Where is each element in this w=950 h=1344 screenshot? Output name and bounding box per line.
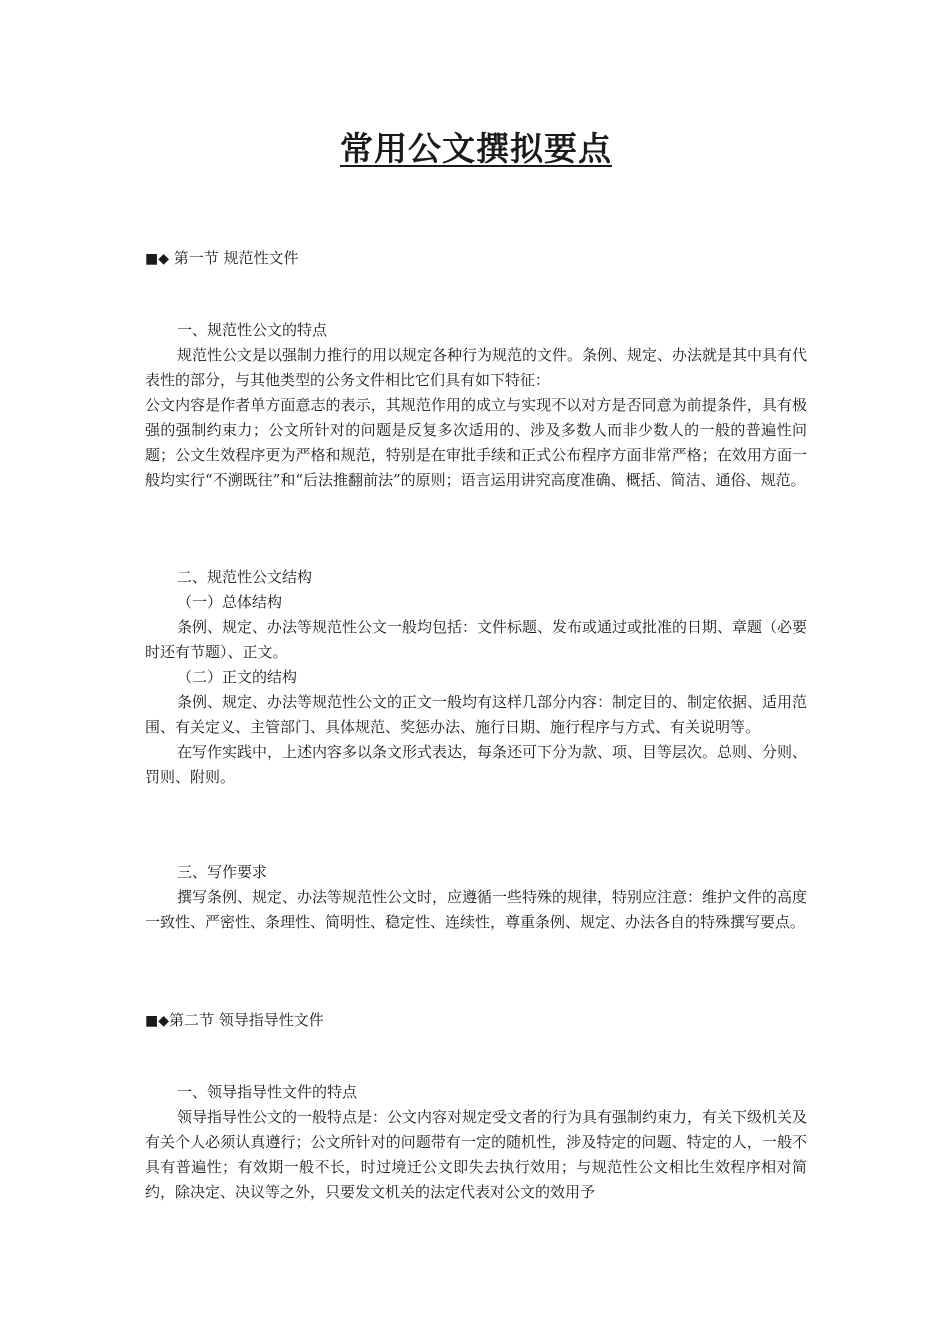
section-heading-2	[145, 1010, 324, 1031]
subsection-heading: 二、规范性公文结构	[177, 568, 313, 586]
section-heading-1	[145, 248, 299, 269]
subsection-heading: 一、规范性公文的特点	[177, 321, 328, 339]
document-title: 常用公文撰拟要点	[340, 129, 612, 168]
paragraph: 领导指导性公文的一般特点是：公文内容对规定受文者的行为具有强制约束力，有关下级机关及有关个人必须认真遵行；公文所针对的问题带有一定的随机性，涉及特定的问题、特定的人，一般不具有普遍性；有效期一般不长，时过境迁公文即失去执行效用；与规范性公文相比生效程序相对简约，除决定、决议等之外，只要发文机关的法定代表对公文的效用予	[145, 1108, 808, 1201]
subsection-heading: 三、写作要求	[177, 863, 268, 881]
bullet-marks: ■◆	[145, 1013, 169, 1029]
paragraph: 公文内容是作者单方面意志的表示，其规范作用的成立与实现不以对方是否同意为前提条件，具有极强的强制约束力；公文所针对的问题是反复多次适用的、涉及多数人而非少数人的一般的普遍性问题；公文生效程序更为严格和规范，特别是在审批手续和正式公布程序方面非常严格；在效用方面一般均实行“不溯既往”和“后法推翻前法”的原则；语言运用讲究高度准确、概括、简洁、通俗、规范。	[145, 396, 807, 489]
section1-part2	[145, 565, 807, 790]
document-page	[145, 0, 807, 1344]
paragraph: 在写作实践中，上述内容多以条文形式表达，每条还可下分为款、项、目等层次。总则、分则、罚则、附则。	[145, 743, 808, 786]
paragraph: 规范性公文是以强制力推行的用以规定各种行为规范的文件。条例、规定、办法就是其中具有代表性的部分，与其他类型的公务文件相比它们具有如下特征：	[145, 346, 808, 389]
sub-heading: （二）正文的结构	[177, 668, 298, 686]
paragraph: 条例、规定、办法等规范性公文一般均包括：文件标题、发布或通过或批准的日期、章题（必要时还有节题）、正文。	[145, 618, 808, 661]
paragraph: 撰写条例、规定、办法等规范性公文时，应遵循一些特殊的规律，特别应注意：维护文件的高度一致性、严密性、条理性、简明性、稳定性、连续性，尊重条例、规定、办法各自的特殊撰写要点。	[145, 888, 808, 931]
section2-part1	[145, 1080, 807, 1205]
paragraph: 条例、规定、办法等规范性公文的正文一般均有这样几部分内容：制定目的、制定依据、适用范围、有关定义、主管部门、具体规范、奖惩办法、施行日期、施行程序与方式、有关说明等。	[145, 693, 808, 736]
section1-part1	[145, 318, 807, 493]
section1-part3	[145, 860, 807, 935]
section-heading-text: 第二节 领导指导性文件	[169, 1011, 324, 1029]
sub-heading: （一）总体结构	[177, 593, 283, 611]
subsection-heading: 一、领导指导性文件的特点	[177, 1083, 358, 1101]
bullet-marks: ■◆	[145, 251, 169, 267]
section-heading-text: 第一节 规范性文件	[169, 249, 299, 267]
